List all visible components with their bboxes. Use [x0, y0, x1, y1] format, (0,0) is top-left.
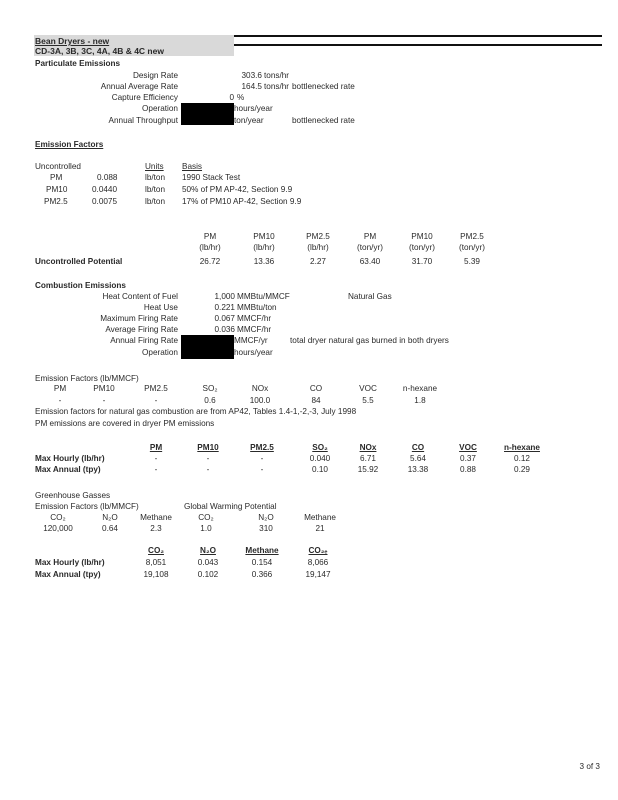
ef-mmcf-note: Emission factors for natural gas combustion are from AP42, Tables 1.4-1,-2,-3, July 1998 — [35, 407, 357, 416]
particulate-heading: Particulate Emissions — [35, 59, 121, 68]
ghg-cell: 0.154 — [251, 558, 273, 567]
ef-mmcf-header: n-hexane — [402, 384, 438, 393]
max-cell: 13.38 — [407, 465, 429, 474]
max-cell: 0.10 — [312, 465, 328, 474]
ef-mmcf-heading: Emission Factors (lb/MMCF) — [35, 374, 139, 383]
max-cell: 0.040 — [309, 454, 331, 463]
col-basis: Basis — [182, 162, 203, 171]
max-cell: - — [260, 465, 264, 474]
ghg-cell: 8,051 — [145, 558, 167, 567]
max-cell: 0.29 — [514, 465, 530, 474]
ghg-cell: 0.366 — [251, 570, 273, 579]
up-col-unit: (ton/yr) — [459, 243, 485, 252]
ghg-ef-header: CO₂ — [50, 513, 66, 522]
ef-mmcf-header: PM — [53, 384, 67, 393]
header-rule-bottom — [234, 44, 602, 46]
combustion-label: Maximum Firing Rate — [100, 314, 178, 323]
col-units: Units — [145, 162, 164, 171]
max-cell: 5.64 — [410, 454, 426, 463]
combustion-label: Average Firing Rate — [105, 325, 178, 334]
emission-factors-heading: Emission Factors — [35, 140, 104, 149]
max-header: PM — [149, 443, 163, 452]
ef-mmcf-note: PM emissions are covered in dryer PM emissions — [35, 419, 215, 428]
col-uncontrolled: Uncontrolled — [35, 162, 81, 171]
ghg-gwp-value: 310 — [259, 524, 273, 533]
ef-mmcf-value: - — [154, 396, 158, 405]
ef-value: 0.088 — [97, 173, 118, 182]
particulate-value: 0 — [229, 93, 234, 102]
max-header: VOC — [459, 443, 477, 452]
combustion-label: Operation — [142, 348, 178, 357]
combustion-heading: Combustion Emissions — [35, 281, 126, 290]
ef-units: lb/ton — [145, 197, 166, 206]
particulate-unit: ton/year — [234, 116, 264, 125]
ghg-heading: Greenhouse Gasses — [35, 491, 111, 500]
ef-name: PM2.5 — [44, 197, 68, 206]
ef-mmcf-value: - — [102, 396, 106, 405]
combustion-unit: MMCF/hr — [237, 314, 272, 323]
ghg-ef-label: Emission Factors (lb/MMCF) — [35, 502, 139, 511]
up-col-name: PM10 — [253, 232, 275, 241]
up-col-name: PM2.5 — [460, 232, 484, 241]
max-cell: 0.12 — [514, 454, 530, 463]
ghg-row-label: Max Hourly (lb/hr) — [35, 558, 105, 567]
ghg-table-header: Methane — [245, 546, 279, 555]
ghg-cell: 19,147 — [305, 570, 331, 579]
up-col-name: PM2.5 — [306, 232, 330, 241]
particulate-label: Annual Average Rate — [100, 82, 178, 91]
max-header: PM10 — [197, 443, 219, 452]
ef-mmcf-header: PM10 — [93, 384, 115, 393]
combustion-value: 0.067 — [214, 314, 235, 323]
ghg-gwp-label: Global Warming Potential — [184, 502, 277, 511]
particulate-label: Design Rate — [132, 71, 178, 80]
max-header: PM2.5 — [250, 443, 274, 452]
redacted-annual-firing — [181, 335, 234, 359]
ef-name: PM10 — [46, 185, 68, 194]
particulate-label: Annual Throughput — [108, 116, 178, 125]
ghg-gwp-header: N₂O — [258, 513, 274, 522]
particulate-label: Capture Efficiency — [111, 93, 178, 102]
particulate-unit: tons/hr — [264, 82, 290, 91]
combustion-label: Annual Firing Rate — [110, 336, 178, 345]
ef-value: 0.0075 — [92, 197, 118, 206]
combustion-label: Heat Content of Fuel — [102, 292, 178, 301]
particulate-label: Operation — [142, 104, 178, 113]
document-title: Bean Dryers - new — [35, 36, 110, 46]
ef-basis: 1990 Stack Test — [182, 173, 241, 182]
ghg-table-header: CO₂ — [148, 546, 164, 555]
ef-mmcf-value: - — [58, 396, 62, 405]
combustion-note: total dryer natural gas burned in both dryers — [290, 336, 449, 345]
ghg-gwp-header: CO₂ — [198, 513, 214, 522]
combustion-value: 0.221 — [214, 303, 235, 312]
ef-mmcf-header: VOC — [359, 384, 377, 393]
up-col-value: 5.39 — [464, 257, 480, 266]
particulate-note: bottlenecked rate — [292, 82, 355, 91]
up-col-unit: (lb/hr) — [199, 243, 221, 252]
ef-basis: 17% of PM10 AP-42, Section 9.9 — [182, 197, 302, 206]
ef-mmcf-value: 84 — [311, 396, 321, 405]
max-cell: 6.71 — [360, 454, 376, 463]
up-col-name: PM — [203, 232, 217, 241]
ef-mmcf-value: 0.6 — [204, 396, 216, 405]
up-col-value: 31.70 — [411, 257, 433, 266]
ef-units: lb/ton — [145, 185, 166, 194]
up-col-unit: (ton/yr) — [409, 243, 435, 252]
max-header: SO₂ — [312, 443, 328, 452]
ghg-gwp-value: 1.0 — [200, 524, 212, 533]
particulate-unit: tons/hr — [264, 71, 290, 80]
max-cell: - — [206, 454, 210, 463]
particulate-note: bottlenecked rate — [292, 116, 355, 125]
particulate-unit: % — [237, 93, 245, 102]
combustion-unit: MMBtu/MMCF — [237, 292, 290, 301]
ghg-row-label: Max Annual (tpy) — [35, 570, 101, 579]
combustion-value: 1,000 — [214, 292, 235, 301]
up-col-value: 26.72 — [199, 257, 221, 266]
ef-mmcf-value: 1.8 — [414, 396, 426, 405]
max-cell: - — [206, 465, 210, 474]
ghg-table-header: N₂O — [200, 546, 216, 555]
max-header: NOx — [359, 443, 377, 452]
up-col-unit: (ton/yr) — [357, 243, 383, 252]
max-cell: - — [154, 454, 158, 463]
particulate-value: 164.5 — [241, 82, 262, 91]
ghg-gwp-value: 21 — [315, 524, 325, 533]
ef-mmcf-value: 5.5 — [362, 396, 374, 405]
max-row-label: Max Annual (tpy) — [35, 465, 101, 474]
ghg-gwp-header: Methane — [304, 513, 336, 522]
ghg-cell: 19,108 — [143, 570, 169, 579]
up-col-value: 63.40 — [359, 257, 381, 266]
ghg-ef-value: 120,000 — [43, 524, 73, 533]
combustion-label: Heat Use — [143, 303, 178, 312]
max-cell: 0.37 — [460, 454, 476, 463]
combustion-value: 0.036 — [214, 325, 235, 334]
header-rule-top — [234, 35, 602, 37]
combustion-unit: hours/year — [234, 348, 273, 357]
max-header: n-hexane — [504, 443, 540, 452]
combustion-unit: MMCF/hr — [237, 325, 272, 334]
ghg-cell: 8,066 — [307, 558, 329, 567]
page-number: 3 of 3 — [579, 762, 600, 771]
ghg-ef-value: 2.3 — [150, 524, 162, 533]
combustion-note: Natural Gas — [348, 292, 392, 301]
max-cell: 15.92 — [357, 465, 379, 474]
ef-basis: 50% of PM AP-42, Section 9.9 — [182, 185, 293, 194]
ef-mmcf-value: 100.0 — [249, 396, 271, 405]
redacted-operation — [181, 103, 234, 125]
ef-mmcf-header: SO₂ — [202, 384, 218, 393]
ghg-cell: 0.043 — [197, 558, 219, 567]
document-subtitle: CD-3A, 3B, 3C, 4A, 4B & 4C new — [35, 46, 164, 56]
ef-mmcf-header: NOx — [251, 384, 269, 393]
ef-mmcf-header: CO — [309, 384, 323, 393]
ef-value: 0.0440 — [92, 185, 118, 194]
up-col-value: 2.27 — [310, 257, 326, 266]
up-col-value: 13.36 — [253, 257, 275, 266]
ghg-ef-header: Methane — [140, 513, 172, 522]
ef-mmcf-header: PM2.5 — [144, 384, 168, 393]
ghg-ef-header: N₂O — [102, 513, 118, 522]
up-col-name: PM — [363, 232, 377, 241]
ghg-table-header: CO₂ₑ — [308, 546, 328, 555]
max-header: CO — [411, 443, 425, 452]
ef-units: lb/ton — [145, 173, 166, 182]
combustion-unit: MMCF/yr — [234, 336, 268, 345]
up-col-name: PM10 — [411, 232, 433, 241]
particulate-value: 303.6 — [241, 71, 262, 80]
combustion-unit: MMBtu/ton — [237, 303, 277, 312]
up-col-unit: (lb/hr) — [307, 243, 329, 252]
up-col-unit: (lb/hr) — [253, 243, 275, 252]
max-row-label: Max Hourly (lb/hr) — [35, 454, 105, 463]
max-cell: - — [260, 454, 264, 463]
ef-name: PM — [50, 173, 63, 182]
max-cell: - — [154, 465, 158, 474]
particulate-unit: hours/year — [234, 104, 273, 113]
ghg-cell: 0.102 — [197, 570, 219, 579]
ghg-ef-value: 0.64 — [102, 524, 118, 533]
uncontrolled-potential-label: Uncontrolled Potential — [35, 257, 123, 266]
max-cell: 0.88 — [460, 465, 476, 474]
